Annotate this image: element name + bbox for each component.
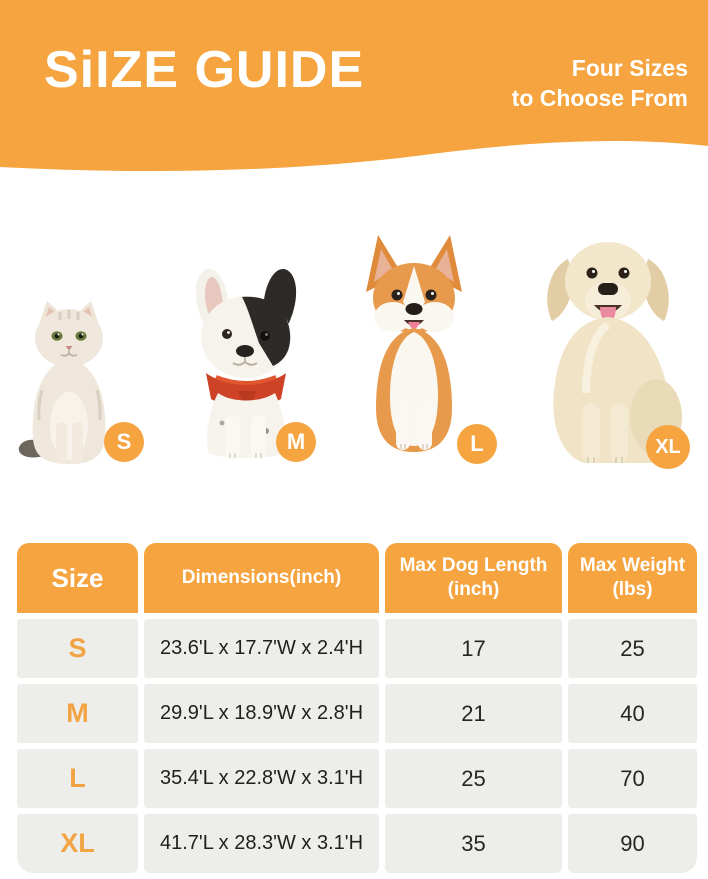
page-title: SiIZE GUIDE <box>44 41 365 99</box>
tagline <box>512 54 688 114</box>
row-l-size: L <box>17 749 138 808</box>
col-header-size <box>17 543 138 613</box>
row-s-size: S <box>17 619 138 678</box>
row-xl-max-dog-length: 35 <box>385 814 562 873</box>
col-header-max-dog-length-unit: (inch) <box>447 579 500 600</box>
tagline-line-2: to Choose From <box>511 84 688 111</box>
row-s-max-dog-length: 17 <box>385 619 562 678</box>
col-header-dimensions-label: Dimensions(inch) <box>181 567 342 589</box>
col-header-max-weight <box>568 543 697 613</box>
col-header-dimensions <box>144 543 379 613</box>
size-badge-s: S <box>104 422 144 462</box>
col-header-max-dog-length <box>385 543 562 613</box>
row-xl-size: XL <box>17 814 138 873</box>
row-l-dimensions: 35.4'L x 22.8'W x 3.1'H <box>144 749 379 808</box>
row-m-dimensions: 29.9'L x 18.9'W x 2.8'H <box>144 684 379 743</box>
row-xl-max-weight: 90 <box>568 814 697 873</box>
size-badge-l: L <box>457 424 497 464</box>
size-badge-m: M <box>276 422 316 462</box>
col-header-max-weight-unit: (lbs) <box>612 579 653 600</box>
size-table <box>17 543 697 873</box>
tagline-line-1: Four Sizes <box>571 55 688 81</box>
col-header-max-weight-label: Max Weight <box>579 555 686 577</box>
row-s-dimensions: 23.6'L x 17.7'W x 2.4'H <box>144 619 379 678</box>
size-badge-xl: XL <box>646 425 690 469</box>
col-header-max-dog-length-label: Max Dog Length <box>399 555 548 577</box>
row-m-max-weight: 40 <box>568 684 697 743</box>
row-s-max-weight: 25 <box>568 619 697 678</box>
row-m-size: M <box>17 684 138 743</box>
row-m-max-dog-length: 21 <box>385 684 562 743</box>
hero-banner <box>0 0 708 178</box>
row-l-max-dog-length: 25 <box>385 749 562 808</box>
row-xl-dimensions: 41.7'L x 28.3'W x 3.1'H <box>144 814 379 873</box>
col-header-size-label: Size <box>51 562 104 593</box>
row-l-max-weight: 70 <box>568 749 697 808</box>
